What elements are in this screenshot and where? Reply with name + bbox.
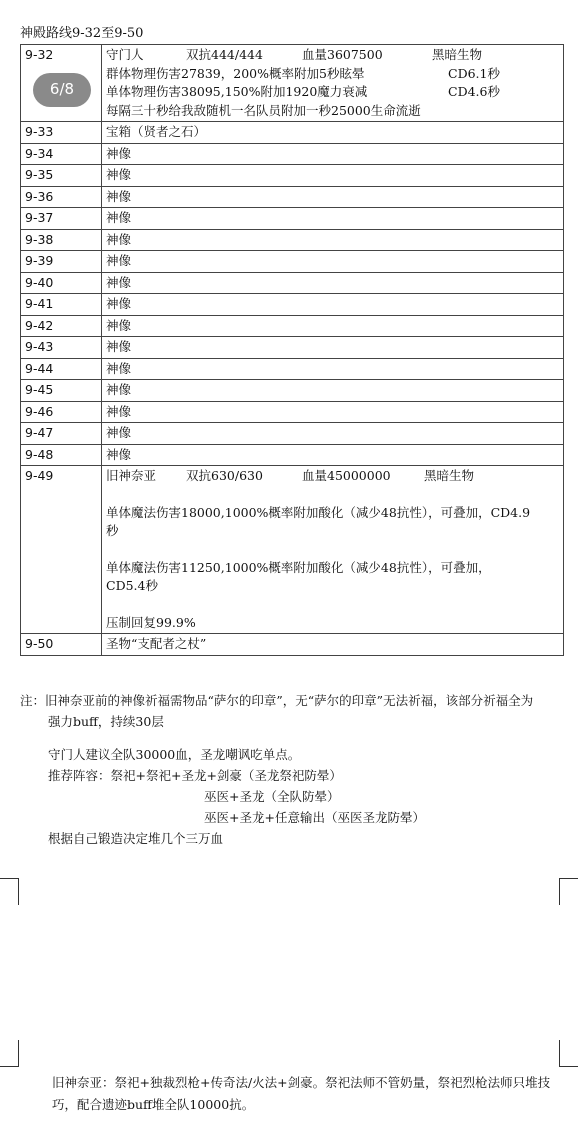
table-row: [21, 315, 564, 337]
level-cell: 9-50: [21, 634, 102, 656]
table-row: [21, 444, 564, 466]
route-table: [20, 44, 564, 656]
content-cell: 神像: [102, 358, 564, 380]
level-label: 9-32: [25, 47, 54, 62]
page-title: 神殿路线9-32至9-50: [20, 26, 144, 41]
skill-cd: CD6.1秒: [448, 65, 500, 81]
level-cell: 9-48: [21, 444, 102, 466]
boss-info-cell: [102, 45, 564, 122]
content-cell: 神像: [102, 186, 564, 208]
content-cell: 神像: [102, 337, 564, 359]
level-cell: 9-33: [21, 122, 102, 144]
skill-text: 每隔三十秒给我敌随机一名队员附加一秒25000生命流逝: [106, 102, 421, 118]
skill-text: 单体魔法伤害11250,1000%概率附加酸化（减少48抗性），可叠加，: [106, 559, 491, 575]
level-cell: 9-47: [21, 423, 102, 445]
table-row: [21, 122, 564, 144]
crop-mark: [0, 878, 19, 905]
boss-resist: 双抗444/444: [186, 47, 263, 62]
level-cell: 9-40: [21, 272, 102, 294]
boss-hp: 血量3607500: [302, 47, 383, 62]
content-cell: 神像: [102, 444, 564, 466]
level-cell: 9-44: [21, 358, 102, 380]
note-text: 巫医+圣龙（全队防晕）: [204, 789, 340, 804]
note-text: 根据自己锻造决定堆几个三万血: [48, 831, 224, 846]
content-cell: 神像: [102, 143, 564, 165]
boss-info-cell: [102, 466, 564, 634]
content-cell: 神像: [102, 315, 564, 337]
level-cell: 9-38: [21, 229, 102, 251]
table-rows: [21, 122, 564, 466]
table-row: [21, 251, 564, 273]
content-cell: 神像: [102, 272, 564, 294]
level-cell: 9-42: [21, 315, 102, 337]
table-row: [21, 272, 564, 294]
content-cell: 神像: [102, 208, 564, 230]
boss-type: 黑暗生物: [424, 468, 475, 483]
table-row: [21, 337, 564, 359]
content-cell: 神像: [102, 165, 564, 187]
table-row: [21, 229, 564, 251]
crop-mark: [0, 1040, 19, 1067]
table-row: [21, 294, 564, 316]
page-badge: 6/8: [33, 73, 91, 107]
table-row: [21, 358, 564, 380]
crop-mark: [559, 1040, 578, 1067]
table-row: [21, 423, 564, 445]
boss-hp: 血量45000000: [302, 468, 391, 483]
content-cell: 宝箱（贤者之石）: [102, 122, 564, 144]
note-text: 巫医+圣龙+任意输出（巫医圣龙防晕）: [204, 810, 425, 825]
skill-text: 群体物理伤害27839，200%概率附加5秒眩晕: [106, 65, 365, 81]
table-row-boss-old-god: [21, 466, 564, 634]
level-cell: 9-39: [21, 251, 102, 273]
table-row: [21, 165, 564, 187]
level-cell: 9-41: [21, 294, 102, 316]
boss-name: 守门人: [106, 47, 144, 62]
skill-text: 单体物理伤害38095,150%附加1920魔力衰减: [106, 84, 368, 99]
content-cell: 神像: [102, 423, 564, 445]
skill-text: 单体魔法伤害18000,1000%概率附加酸化（减少48抗性），可叠加，CD4.9秒: [106, 504, 531, 538]
table-row: [21, 380, 564, 402]
content-cell: 神像: [102, 251, 564, 273]
table-row: [21, 186, 564, 208]
content-cell: 神像: [102, 401, 564, 423]
level-cell: 9-36: [21, 186, 102, 208]
level-cell: 9-43: [21, 337, 102, 359]
crop-mark: [559, 878, 578, 905]
table-row: [21, 143, 564, 165]
skill-cd: CD5.4秒: [106, 578, 158, 593]
note-text: 注：旧神奈亚前的神像祈福需物品“萨尔的印章”，无“萨尔的印章”无法祈福，该部分祈福全为强力buff，持续30层: [20, 693, 534, 729]
footer-note: 旧神奈亚：祭祀+独裁烈枪+传奇法/火法+剑豪。祭祀法师不管奶量，祭祀烈枪法师只堆技巧，配合遗迹buff堆全队10000抗。: [52, 1075, 551, 1112]
content-cell: 圣物“支配者之杖”: [102, 634, 564, 656]
note-text: 守门人建议全队30000血，圣龙嘲讽吃单点。: [48, 747, 301, 762]
suppress-text: 压制回复99.9%: [106, 614, 196, 630]
boss-type: 黑暗生物: [432, 47, 483, 62]
level-cell: 9-46: [21, 401, 102, 423]
skill-cd: CD4.6秒: [448, 84, 500, 99]
boss-resist: 双抗630/630: [186, 468, 263, 483]
content-cell: 神像: [102, 229, 564, 251]
note-text: 推荐阵容：祭祀+祭祀+圣龙+剑豪（圣龙祭祀防晕）: [48, 768, 342, 783]
table-row: [21, 634, 564, 656]
content-cell: 神像: [102, 294, 564, 316]
level-cell: 9-34: [21, 143, 102, 165]
level-cell: 9-49: [21, 466, 102, 634]
table-row: [21, 208, 564, 230]
table-row-boss-gatekeeper: [21, 45, 564, 122]
level-cell: 9-45: [21, 380, 102, 402]
level-cell: [21, 45, 102, 122]
table-row: [21, 401, 564, 423]
level-cell: 9-37: [21, 208, 102, 230]
content-cell: 神像: [102, 380, 564, 402]
boss-name: 旧神奈亚: [106, 468, 157, 483]
level-cell: 9-35: [21, 165, 102, 187]
notes-section: [20, 690, 560, 849]
